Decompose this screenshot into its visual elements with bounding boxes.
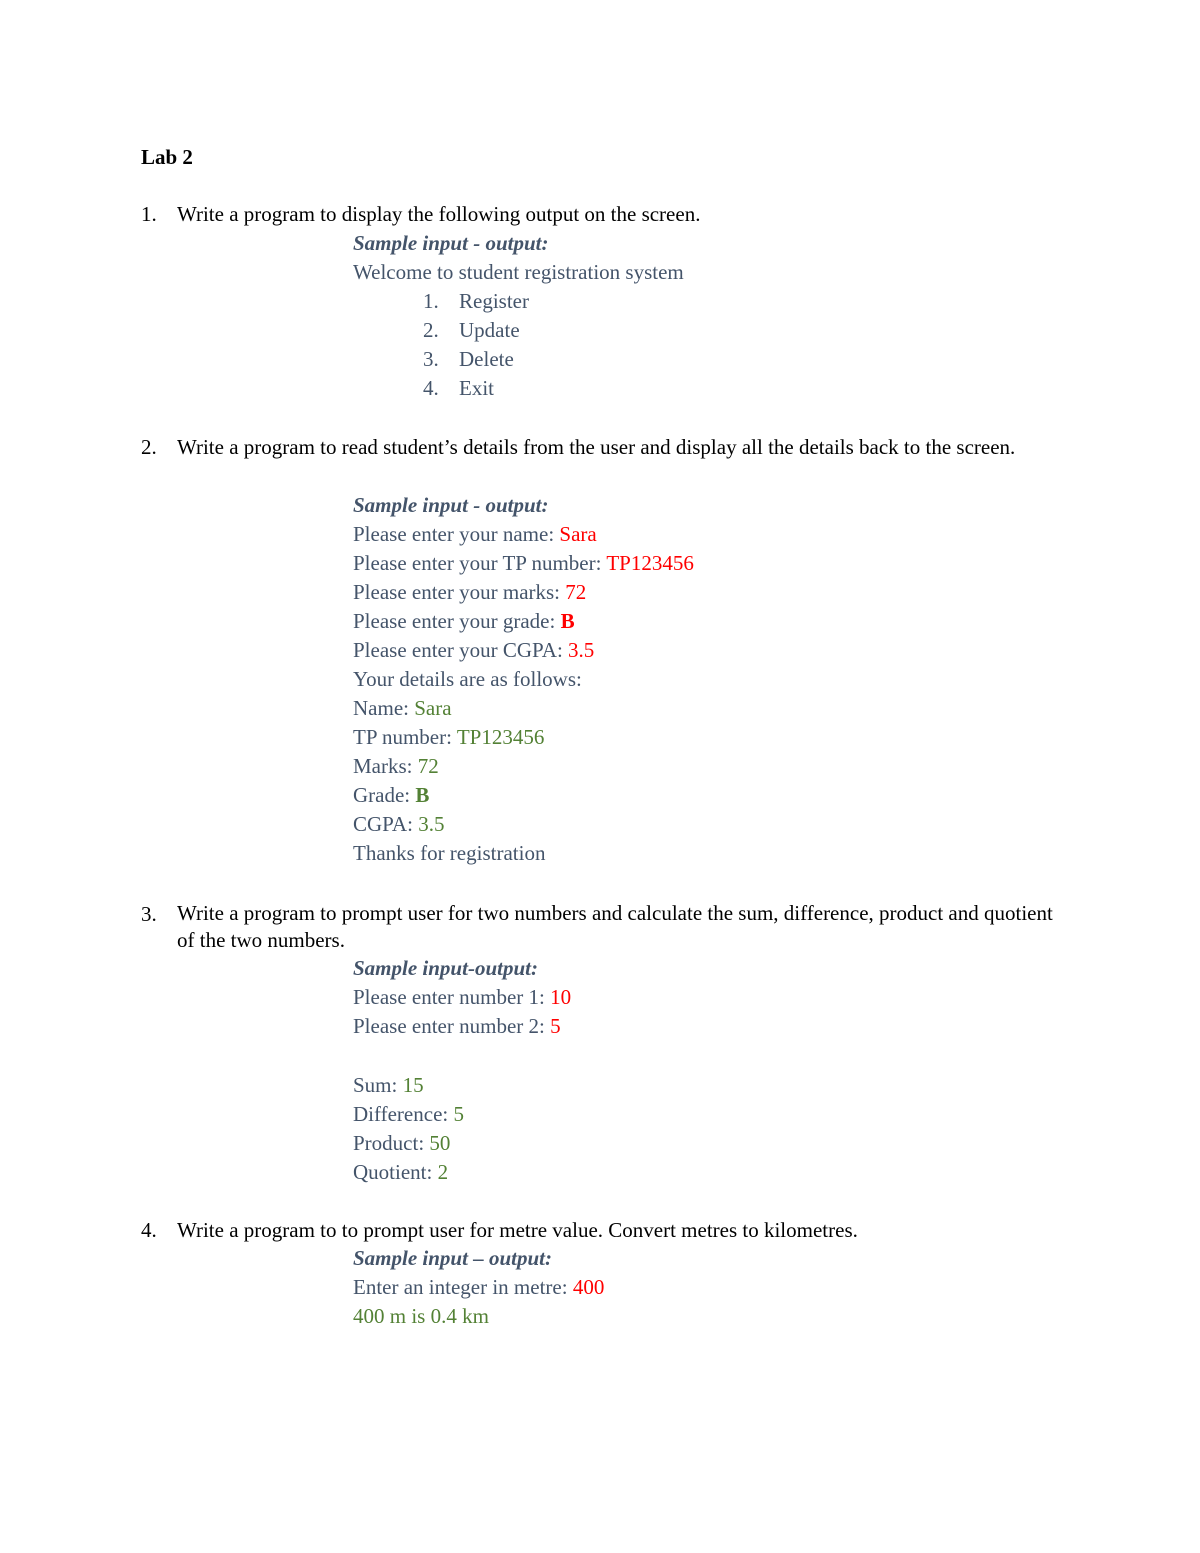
- prompt-text: Please enter your grade:: [353, 609, 561, 633]
- sample-line: [353, 636, 594, 665]
- output-value: 2: [437, 1160, 449, 1184]
- output-value: 15: [402, 1073, 424, 1097]
- menu-heading: Welcome to student registration system: [353, 260, 684, 284]
- user-input-value: B: [560, 609, 575, 633]
- output-value: Sara: [414, 696, 452, 720]
- sample-line: [353, 1071, 424, 1100]
- sample-title: Sample input – output:: [353, 1246, 552, 1270]
- prompt-text: Please enter your TP number:: [353, 551, 607, 575]
- user-input-value: 10: [550, 985, 572, 1009]
- output-value: 5: [453, 1102, 464, 1126]
- sample-line: [353, 1129, 450, 1158]
- menu-item-label: Update: [459, 318, 520, 342]
- prompt-text: Please enter number 2:: [353, 1014, 551, 1038]
- user-input-value: 400: [572, 1275, 605, 1299]
- user-input-value: 5: [550, 1014, 561, 1038]
- sample-line: [353, 983, 571, 1012]
- user-input-value: TP123456: [606, 551, 694, 575]
- question-number: 1.: [141, 202, 157, 226]
- sample-line: [353, 520, 597, 549]
- sample-line: [353, 694, 452, 723]
- output-value: 3.5: [418, 812, 445, 836]
- question-number: 2.: [141, 435, 157, 459]
- sample-title: Sample input - output:: [353, 231, 549, 255]
- output-value: B: [415, 783, 430, 807]
- sample-line: [353, 1273, 604, 1302]
- menu-item-number: 2.: [423, 318, 439, 342]
- sample-line: [353, 665, 582, 694]
- menu-item-label: Exit: [459, 376, 494, 400]
- question-text: Write a program to prompt user for two numbers and calculate the sum, difference, product and quotient of the two numbers.: [177, 901, 1053, 952]
- question-text: Write a program to to prompt user for metre value. Convert metres to kilometres.: [177, 1218, 858, 1242]
- output-label: Difference:: [353, 1102, 454, 1126]
- output-value: 50: [429, 1131, 451, 1155]
- sample-line: [353, 607, 575, 636]
- output-label: Name:: [353, 696, 415, 720]
- sample-line: [353, 549, 694, 578]
- output-text: Your details are as follows:: [353, 667, 582, 691]
- prompt-text: Please enter your CGPA:: [353, 638, 569, 662]
- user-input-value: 72: [565, 580, 587, 604]
- question-number: 4.: [141, 1218, 157, 1242]
- sample-line: [353, 1100, 464, 1129]
- sample-line: [353, 1302, 489, 1331]
- question-text: Write a program to read student’s details from the user and display all the details back to the screen.: [177, 435, 1016, 459]
- sample-line: [353, 723, 544, 752]
- sample-line: [353, 781, 429, 810]
- sample-title: Sample input-output:: [353, 956, 538, 980]
- output-value: 72: [417, 754, 439, 778]
- sample-line: [353, 839, 545, 868]
- menu-item-number: 4.: [423, 376, 439, 400]
- sample-line: [353, 1012, 561, 1041]
- user-input-value: 3.5: [568, 638, 595, 662]
- sample-line: [353, 1158, 448, 1187]
- menu-item-label: Register: [459, 289, 529, 313]
- question-number: 3.: [141, 902, 157, 926]
- output-label: Grade:: [353, 783, 416, 807]
- output-text: 400 m is 0.4 km: [353, 1304, 489, 1328]
- menu-item-number: 3.: [423, 347, 439, 371]
- menu-item-number: 1.: [423, 289, 439, 313]
- question-text: Write a program to display the following output on the screen.: [177, 202, 701, 226]
- output-value: TP123456: [456, 725, 545, 749]
- output-label: Sum:: [353, 1073, 403, 1097]
- prompt-text: Enter an integer in metre:: [353, 1275, 573, 1299]
- page-title: Lab 2: [141, 145, 193, 169]
- user-input-value: Sara: [559, 522, 597, 546]
- sample-line: [353, 810, 444, 839]
- output-label: CGPA:: [353, 812, 419, 836]
- output-label: TP number:: [353, 725, 457, 749]
- output-label: Quotient:: [353, 1160, 438, 1184]
- prompt-text: Please enter your marks:: [353, 580, 566, 604]
- output-label: Marks:: [353, 754, 418, 778]
- sample-line: [353, 578, 586, 607]
- prompt-text: Please enter your name:: [353, 522, 560, 546]
- output-label: Product:: [353, 1131, 430, 1155]
- sample-line: [353, 752, 439, 781]
- prompt-text: Please enter number 1:: [353, 985, 551, 1009]
- output-text: Thanks for registration: [353, 841, 546, 865]
- sample-title: Sample input - output:: [353, 493, 549, 517]
- menu-item-label: Delete: [459, 347, 514, 371]
